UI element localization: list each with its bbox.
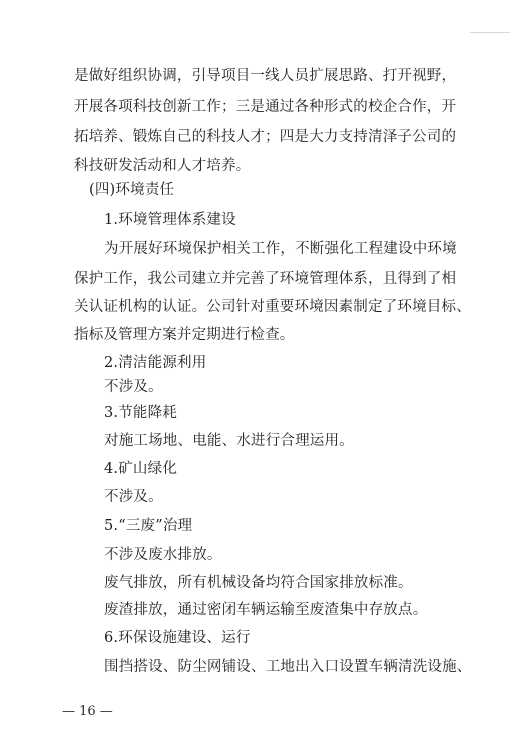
subsection-heading: 2.清洁能源利用: [104, 355, 207, 371]
page-number: — 16 —: [62, 704, 113, 719]
paragraph-line: 废气排放，所有机械设备均符合国家排放标准。: [104, 575, 413, 591]
paragraph-line: 不涉及。: [104, 489, 163, 505]
paragraph-line: 指标及管理方案并定期进行检查。: [74, 327, 295, 343]
subsection-heading: 4.矿山绿化: [104, 461, 178, 477]
paragraph-line: 对施工场地、电能、水进行合理运用。: [104, 433, 354, 449]
subsection-heading: 1.环境管理体系建设: [104, 212, 236, 228]
scan-edge-mark: [470, 32, 510, 33]
subsection-heading: 5.“三废”治理: [104, 518, 193, 534]
paragraph-line: 科技研发活动和人才培养。: [74, 158, 251, 174]
subsection-heading: 6.环保设施建设、运行: [104, 630, 251, 646]
paragraph-line: 为开展好环境保护相关工作，不断强化工程建设中环境: [104, 241, 457, 257]
section-heading: (四)环境责任: [89, 182, 175, 198]
paragraph-line: 不涉及。: [104, 379, 163, 395]
subsection-heading: 3.节能降耗: [104, 405, 178, 421]
paragraph-line: 废渣排放，通过密闭车辆运输至废渣集中存放点。: [104, 602, 428, 618]
paragraph-line: 开展各项科技创新工作；三是通过各种形式的校企合作，开: [74, 99, 457, 115]
paragraph-line: 拓培养、锻炼自己的科技人才；四是大力支持清泽子公司的: [74, 129, 457, 145]
paragraph-line: 围挡搭设、防尘网铺设、工地出入口设置车辆清洗设施、: [104, 659, 472, 675]
paragraph-line: 是做好组织协调，引导项目一线人员扩展思路、打开视野，: [74, 68, 457, 84]
paragraph-line: 保护工作，我公司建立并完善了环境管理体系，且得到了相: [74, 271, 457, 287]
paragraph-line: 不涉及废水排放。: [104, 547, 222, 563]
paragraph-line: 关认证机构的认证。公司针对重要环境因素制定了环境目标、: [74, 299, 471, 315]
